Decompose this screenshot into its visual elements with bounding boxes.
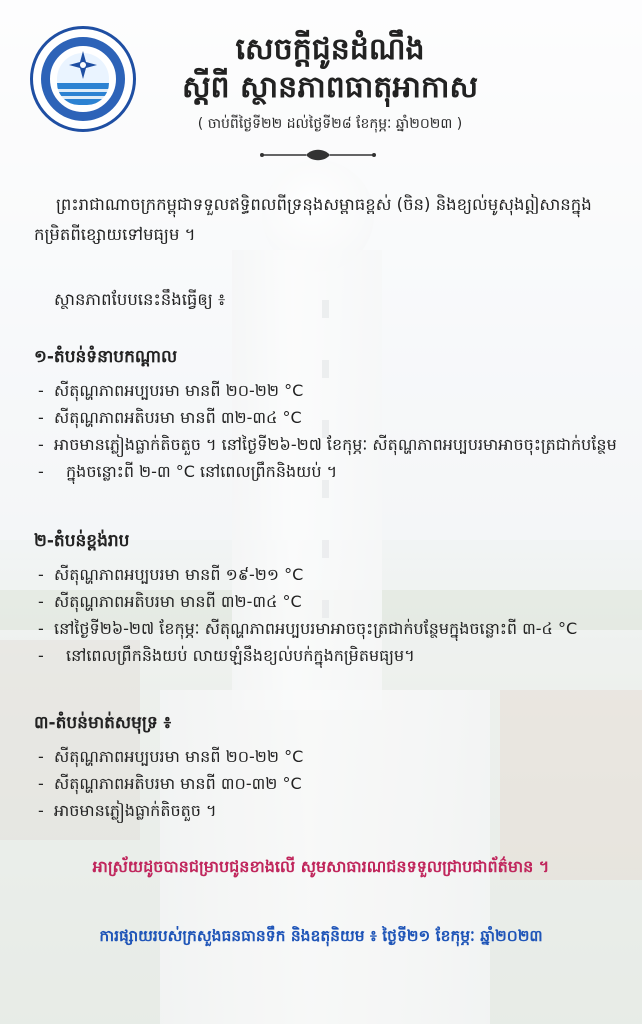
list-item: - សីតុណ្ហភាពអតិបរមា មានពី ៣០-៣២ °C — [34, 770, 624, 797]
list-item: - សីតុណ្ហភាពអប្បបរមា មានពី ១៩-២១ °C — [34, 561, 624, 588]
list-item-continued — [34, 642, 624, 669]
list-item: - សីតុណ្ហភាពអប្បបរមា មានពី ២០-២២ °C — [34, 377, 624, 404]
section-heading: ២-តំបន់ខ្ពង់រាប — [34, 531, 130, 551]
section-heading: ៣-តំបន់មាត់សមុទ្រ ៖ — [34, 713, 172, 733]
list-item: - អាចមានភ្លៀងធ្លាក់តិចតួច ។ នៅថ្ងៃទី២៦-២៧ ខែកុម្ភៈ សីតុណ្ហភាពអប្បបរមាអាចចុះត្រជាក់បន្ថែម — [34, 431, 624, 458]
ornament-divider-icon — [258, 148, 378, 162]
list-item-continued — [34, 458, 624, 485]
compass-icon — [69, 51, 97, 79]
section-plateau — [34, 530, 624, 669]
forecast-period: ( ចាប់ពីថ្ងៃទី២២ ដល់ថ្ងៃទី២៨ ខែកុម្ភៈ ឆ្នាំ២០២៣ ) — [197, 116, 463, 132]
intro-paragraph: ព្រះរាជាណាចក្រកម្ពុជាទទួលឥទ្ធិពលពីទ្រនុងសម្ពាធខ្ពស់ (ចិន) និងខ្យល់មូសុងឦសានក្នុងកម្រិតពីខ្សោយទៅមធ្យម ។ — [34, 195, 592, 244]
ministry-logo — [30, 26, 136, 132]
publication-footer: ការផ្សាយរបស់ក្រសួងធនធានទឹក និងឧតុនិយម ៖ ថ្ងៃទី២១ ខែកុម្ភៈ ឆ្នាំ២០២៣ — [99, 927, 543, 945]
page-subtitle: ស្តីពី ស្ថានភាពធាតុអាកាស — [181, 70, 479, 105]
list-item: - សីតុណ្ហភាពអប្បបរមា មានពី ២០-២២ °C — [34, 743, 624, 770]
logo-wave — [57, 96, 109, 99]
list-item: - អាចមានភ្លៀងធ្លាក់តិចតួច ។ — [34, 797, 624, 824]
list-item: - នៅថ្ងៃទី២៦-២៧ ខែកុម្ភៈ សីតុណ្ហភាពអប្បបរមាអាចចុះត្រជាក់បន្ថែមក្នុងចន្លោះពី ៣-៤ °C — [34, 615, 624, 642]
list-item-continued-text: ក្នុងចន្លោះពី ២-៣ °C នៅពេលព្រឹកនិងយប់ ។ — [66, 462, 338, 481]
page-title: សេចក្តីជូនដំណឹង — [235, 32, 425, 67]
logo-wave — [57, 89, 109, 92]
list-item: - សីតុណ្ហភាពអតិបរមា មានពី ៣២-៣៤ °C — [34, 404, 624, 431]
list-item-continued-text: នៅពេលព្រឹកនិងយប់ លាយឡំនឹងខ្យល់បក់ក្នុងកម្រិតមធ្យម។ — [66, 646, 415, 665]
situation-label: ស្ថានភាពបែបនេះនឹងធ្វើឲ្យ ៖ — [54, 290, 226, 309]
section-heading: ១-តំបន់ទំនាបកណ្តាល — [34, 347, 178, 367]
list-item: - សីតុណ្ហភាពអតិបរមា មានពី ៣២-៣៤ °C — [34, 588, 624, 615]
section-coastal — [34, 712, 624, 824]
public-notice: អាស្រ័យដូចបានជម្រាបជូនខាងលើ សូមសាធារណជនទទួលជ្រាបជាព័ត៌មាន ។ — [92, 857, 550, 876]
section-central-lowlands — [34, 346, 624, 485]
